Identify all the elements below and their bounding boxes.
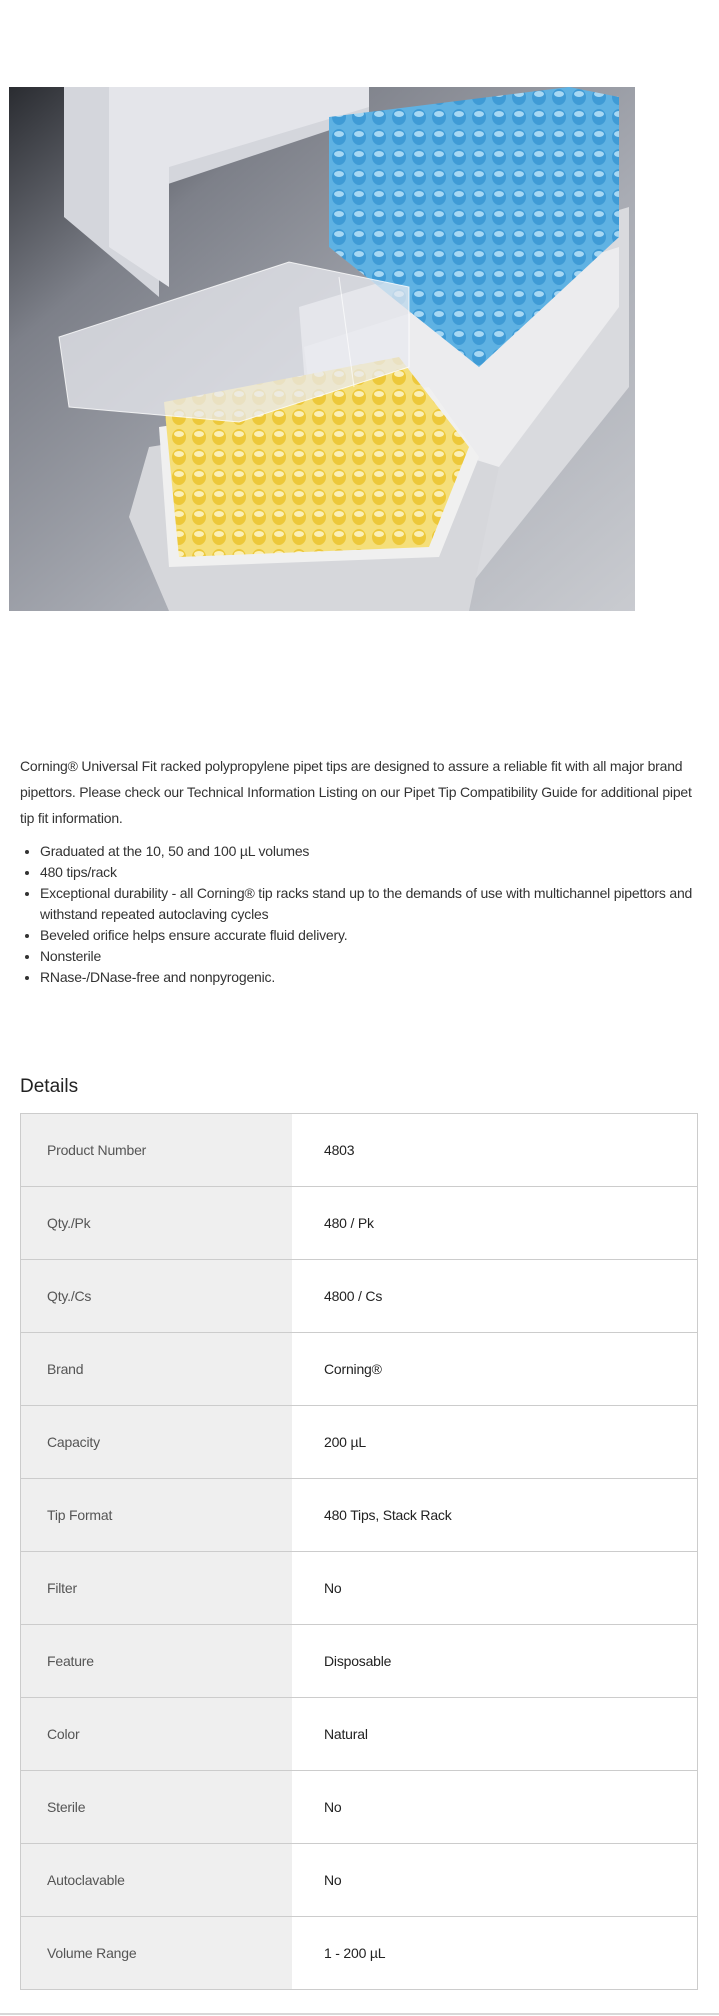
spec-label: Color <box>21 1698 293 1771</box>
table-row <box>21 1187 698 1260</box>
product-image <box>9 87 635 611</box>
feature-item: • RNase-/DNase-free and nonpyrogenic. <box>40 967 719 988</box>
spec-value: 4803 <box>292 1114 698 1187</box>
footer-divider <box>0 2013 719 2015</box>
spec-value: 200 µL <box>292 1406 698 1479</box>
feature-item: • Beveled orifice helps ensure accurate fluid delivery. <box>40 925 719 946</box>
table-row <box>21 1406 698 1479</box>
details-heading: Details <box>20 1076 79 1097</box>
spec-label: Brand <box>21 1333 293 1406</box>
spec-label: Feature <box>21 1625 293 1698</box>
table-row <box>21 1917 698 1990</box>
spec-value: 480 / Pk <box>292 1187 698 1260</box>
table-row <box>21 1333 698 1406</box>
spec-value: No <box>292 1552 698 1625</box>
table-row <box>21 1625 698 1698</box>
details-table <box>20 1113 698 1990</box>
table-row <box>21 1552 698 1625</box>
spec-label: Autoclavable <box>21 1844 293 1917</box>
spec-label: Product Number <box>21 1114 293 1187</box>
feature-item: • Exceptional durability - all Corning® tip racks stand up to the demands of use with multichannel pipettors and withstand repeated autoclaving cycles <box>40 883 719 925</box>
table-row <box>21 1844 698 1917</box>
spec-value: 1 - 200 µL <box>292 1917 698 1990</box>
product-description: Corning® Universal Fit racked polypropylene pipet tips are designed to assure a reliable fit with all major brand pipettors. Please check our Technical Information Listing on our Pipet Tip Compatibility Guide for additional pipet tip fit information. <box>20 758 692 826</box>
spec-label: Volume Range <box>21 1917 293 1990</box>
spec-label: Tip Format <box>21 1479 293 1552</box>
spec-label: Capacity <box>21 1406 293 1479</box>
table-row <box>21 1260 698 1333</box>
spec-value: Disposable <box>292 1625 698 1698</box>
spec-value: 480 Tips, Stack Rack <box>292 1479 698 1552</box>
spec-value: Natural <box>292 1698 698 1771</box>
spec-label: Qty./Cs <box>21 1260 293 1333</box>
feature-item: • 480 tips/rack <box>40 862 719 883</box>
spec-value: 4800 / Cs <box>292 1260 698 1333</box>
table-row <box>21 1114 698 1187</box>
spec-label: Filter <box>21 1552 293 1625</box>
spec-label: Sterile <box>21 1771 293 1844</box>
spec-value: No <box>292 1844 698 1917</box>
feature-item: • Graduated at the 10, 50 and 100 µL volumes <box>40 841 719 862</box>
table-row <box>21 1771 698 1844</box>
spec-value: Corning® <box>292 1333 698 1406</box>
spec-label: Qty./Pk <box>21 1187 293 1260</box>
spec-value: No <box>292 1771 698 1844</box>
feature-item: • Nonsterile <box>40 946 719 967</box>
table-row <box>21 1479 698 1552</box>
feature-list <box>20 841 719 988</box>
table-row <box>21 1698 698 1771</box>
